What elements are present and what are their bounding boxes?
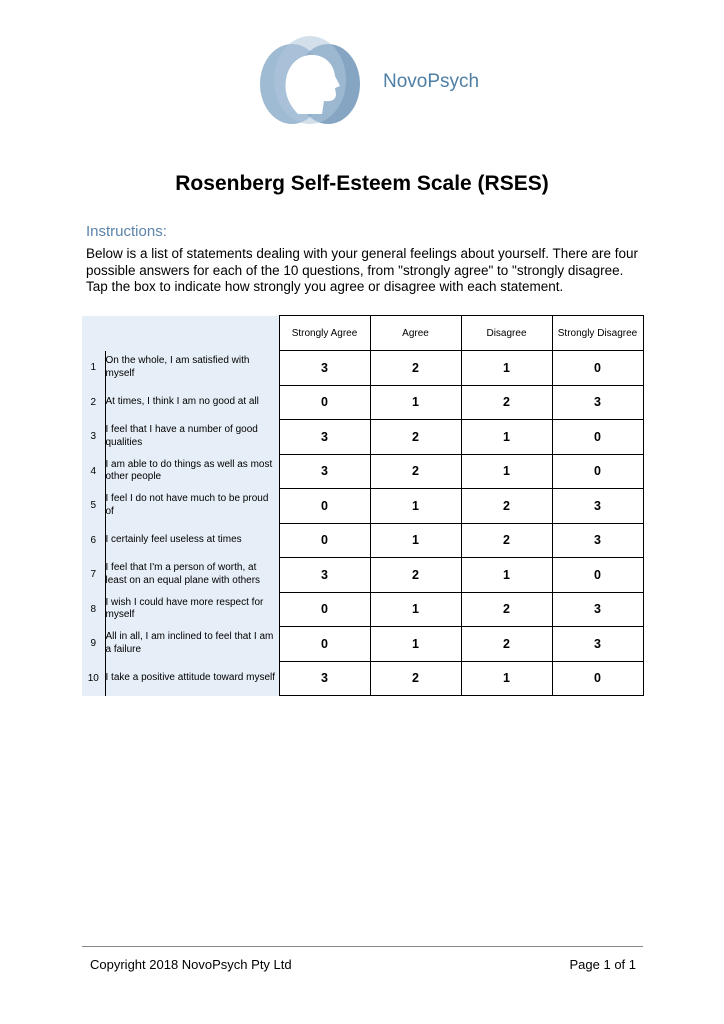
item-statement: I feel that I have a number of good qualities xyxy=(105,420,279,455)
answer-box-disagree[interactable]: 2 xyxy=(461,385,552,420)
answer-box-strongly-agree[interactable]: 3 xyxy=(279,661,370,696)
answer-box-strongly-agree[interactable]: 0 xyxy=(279,627,370,662)
answer-box-agree[interactable]: 1 xyxy=(370,627,461,662)
answer-box-agree[interactable]: 2 xyxy=(370,351,461,386)
item-number: 1 xyxy=(82,351,105,386)
header-blank xyxy=(105,316,279,351)
item-statement: I wish I could have more respect for myself xyxy=(105,592,279,627)
answer-box-agree[interactable]: 1 xyxy=(370,489,461,524)
item-statement: At times, I think I am no good at all xyxy=(105,385,279,420)
table-row xyxy=(82,558,643,593)
item-statement: On the whole, I am satisfied with myself xyxy=(105,351,279,386)
item-number: 3 xyxy=(82,420,105,455)
answer-box-strongly-agree[interactable]: 0 xyxy=(279,523,370,558)
instructions-heading: Instructions: xyxy=(86,223,167,240)
table-row xyxy=(82,385,643,420)
footer-page-number: Page 1 of 1 xyxy=(569,957,636,972)
answer-box-disagree[interactable]: 1 xyxy=(461,454,552,489)
head-profile-logo-icon xyxy=(258,34,362,128)
answer-box-strongly-disagree[interactable]: 0 xyxy=(552,454,643,489)
answer-box-disagree[interactable]: 1 xyxy=(461,661,552,696)
answer-box-agree[interactable]: 2 xyxy=(370,661,461,696)
answer-box-disagree[interactable]: 2 xyxy=(461,523,552,558)
instructions-line: Below is a list of statements dealing with your general feelings about yourself. There are four xyxy=(86,246,639,261)
item-statement: All in all, I am inclined to feel that I am a failure xyxy=(105,627,279,662)
item-number: 2 xyxy=(82,385,105,420)
footer-copyright: Copyright 2018 NovoPsych Pty Ltd xyxy=(90,957,292,972)
item-statement: I take a positive attitude toward myself xyxy=(105,661,279,696)
table-header-row xyxy=(82,316,643,351)
answer-box-strongly-agree[interactable]: 3 xyxy=(279,351,370,386)
item-number: 6 xyxy=(82,523,105,558)
item-statement: I feel that I'm a person of worth, at least on an equal plane with others xyxy=(105,558,279,593)
answer-box-disagree[interactable]: 2 xyxy=(461,627,552,662)
instructions-text xyxy=(86,246,646,296)
table-row xyxy=(82,592,643,627)
answer-box-strongly-disagree[interactable]: 3 xyxy=(552,592,643,627)
item-number: 8 xyxy=(82,592,105,627)
table-row xyxy=(82,489,643,524)
item-number: 9 xyxy=(82,627,105,662)
answer-box-agree[interactable]: 1 xyxy=(370,592,461,627)
item-number: 4 xyxy=(82,454,105,489)
header-blank xyxy=(82,316,105,351)
item-statement: I certainly feel useless at times xyxy=(105,523,279,558)
answer-box-strongly-disagree[interactable]: 3 xyxy=(552,385,643,420)
answer-box-strongly-agree[interactable]: 0 xyxy=(279,489,370,524)
column-header-strongly-disagree: Strongly Disagree xyxy=(552,316,643,351)
rses-table xyxy=(82,315,644,696)
answer-box-disagree[interactable]: 2 xyxy=(461,592,552,627)
answer-box-agree[interactable]: 2 xyxy=(370,558,461,593)
brand-name: NovoPsych xyxy=(383,71,480,92)
answer-box-disagree[interactable]: 1 xyxy=(461,558,552,593)
table-row xyxy=(82,351,643,386)
answer-box-strongly-disagree[interactable]: 0 xyxy=(552,558,643,593)
answer-box-agree[interactable]: 2 xyxy=(370,420,461,455)
item-statement: I feel I do not have much to be proud of xyxy=(105,489,279,524)
answer-box-strongly-disagree[interactable]: 3 xyxy=(552,523,643,558)
instructions-line: Tap the box to indicate how strongly you agree or disagree with each statement. xyxy=(86,279,564,294)
item-number: 7 xyxy=(82,558,105,593)
item-number: 5 xyxy=(82,489,105,524)
footer-divider xyxy=(82,946,643,947)
answer-box-strongly-agree[interactable]: 3 xyxy=(279,558,370,593)
answer-box-strongly-disagree[interactable]: 3 xyxy=(552,627,643,662)
answer-box-strongly-disagree[interactable]: 0 xyxy=(552,420,643,455)
table-row xyxy=(82,627,643,662)
answer-box-strongly-agree[interactable]: 3 xyxy=(279,454,370,489)
item-statement: I am able to do things as well as most other people xyxy=(105,454,279,489)
answer-box-disagree[interactable]: 1 xyxy=(461,420,552,455)
answer-box-strongly-disagree[interactable]: 3 xyxy=(552,489,643,524)
answer-box-disagree[interactable]: 2 xyxy=(461,489,552,524)
page-title: Rosenberg Self-Esteem Scale (RSES) xyxy=(175,172,549,195)
answer-box-disagree[interactable]: 1 xyxy=(461,351,552,386)
item-number: 10 xyxy=(82,661,105,696)
table-row xyxy=(82,454,643,489)
answer-box-strongly-agree[interactable]: 3 xyxy=(279,420,370,455)
answer-box-agree[interactable]: 1 xyxy=(370,385,461,420)
column-header-disagree: Disagree xyxy=(461,316,552,351)
answer-box-agree[interactable]: 2 xyxy=(370,454,461,489)
answer-box-agree[interactable]: 1 xyxy=(370,523,461,558)
answer-box-strongly-agree[interactable]: 0 xyxy=(279,592,370,627)
column-header-agree: Agree xyxy=(370,316,461,351)
answer-box-strongly-agree[interactable]: 0 xyxy=(279,385,370,420)
table-row xyxy=(82,420,643,455)
table-row xyxy=(82,661,643,696)
answer-box-strongly-disagree[interactable]: 0 xyxy=(552,351,643,386)
column-header-strongly-agree: Strongly Agree xyxy=(279,316,370,351)
table-row xyxy=(82,523,643,558)
answer-box-strongly-disagree[interactable]: 0 xyxy=(552,661,643,696)
instructions-line: possible answers for each of the 10 questions, from "strongly agree" to "strongly disagree. xyxy=(86,262,624,278)
